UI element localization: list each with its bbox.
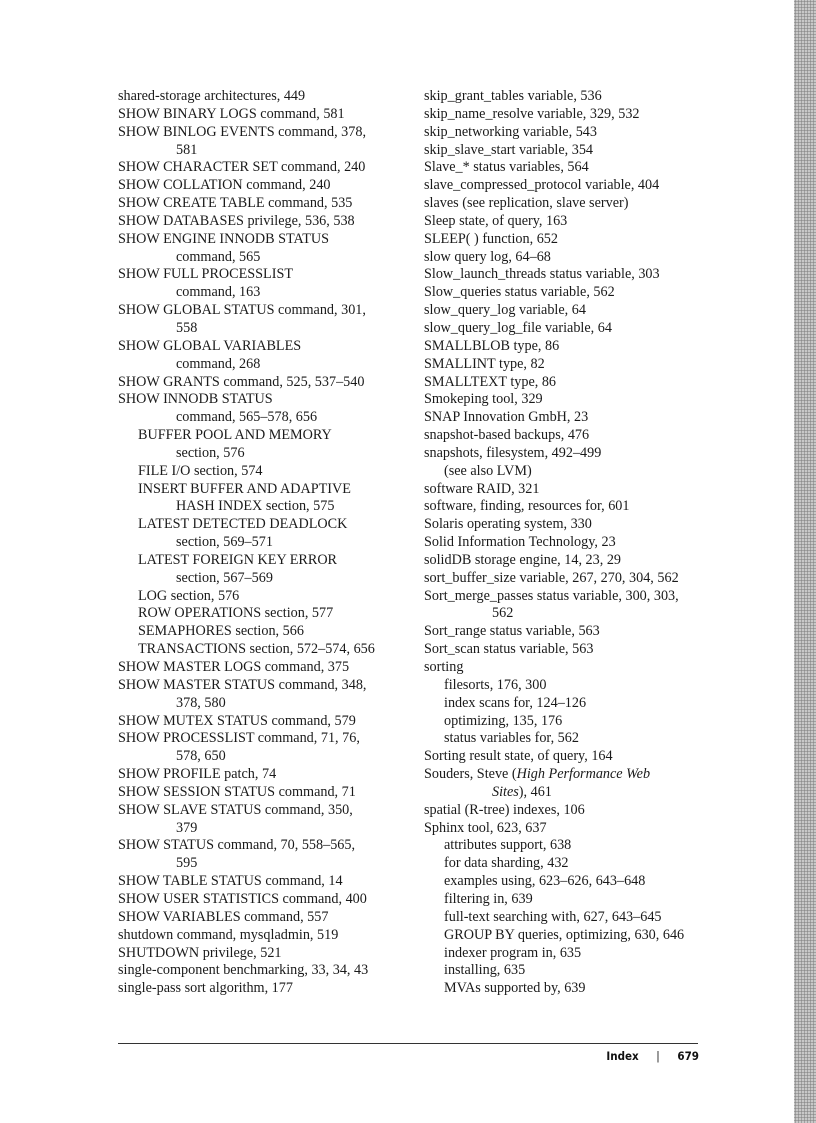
index-subentry: LATEST DETECTED DEADLOCK bbox=[138, 516, 348, 533]
index-entry: SHOW BINARY LOGS command, 581 bbox=[118, 105, 345, 122]
page-edge-texture bbox=[794, 0, 816, 1123]
index-entry: single-component benchmarking, 33, 34, 43 bbox=[118, 962, 369, 979]
index-entry: shutdown command, mysqladmin, 519 bbox=[118, 926, 339, 943]
index-entry-continuation: 581 bbox=[176, 141, 198, 158]
index-entry: SHUTDOWN privilege, 521 bbox=[118, 944, 282, 961]
index-entry: Sort_scan status variable, 563 bbox=[424, 641, 594, 658]
index-entry-continuation: command, 163 bbox=[176, 284, 261, 301]
index-entry: SHOW BINLOG EVENTS command, 378, bbox=[118, 123, 366, 140]
index-entry: single-pass sort algorithm, 177 bbox=[118, 980, 293, 997]
index-subentry: LOG section, 576 bbox=[138, 587, 240, 604]
index-entry: SHOW USER STATISTICS command, 400 bbox=[118, 890, 367, 907]
index-subentry: BUFFER POOL AND MEMORY bbox=[138, 427, 332, 444]
index-entry: solidDB storage engine, 14, 23, 29 bbox=[424, 551, 622, 568]
index-subentry: FILE I/O section, 574 bbox=[138, 462, 263, 479]
index-entry: SMALLTEXT type, 86 bbox=[424, 373, 557, 390]
index-entry: SHOW CREATE TABLE command, 535 bbox=[118, 195, 353, 212]
index-subentry: MVAs supported by, 639 bbox=[444, 980, 586, 997]
index-subentry: filesorts, 176, 300 bbox=[444, 676, 547, 693]
index-entry bbox=[424, 766, 714, 784]
index-entry: skip_grant_tables variable, 536 bbox=[424, 88, 602, 104]
index-entry: Sort_merge_passes status variable, 300, 303, bbox=[424, 587, 679, 604]
index-entry-continuation: command, 268 bbox=[176, 355, 261, 372]
index-entry: slaves (see replication, slave server) bbox=[424, 195, 629, 212]
footer-section-label: Index bbox=[606, 1049, 639, 1063]
page-number: 679 bbox=[677, 1049, 699, 1063]
index-entry: Sleep state, of query, 163 bbox=[424, 212, 568, 229]
index-entry-title-italic: High Performance Web bbox=[516, 766, 651, 783]
index-entry: SHOW INNODB STATUS bbox=[118, 391, 273, 408]
index-entry: Sorting result state, of query, 164 bbox=[424, 748, 613, 765]
index-entry: SHOW CHARACTER SET command, 240 bbox=[118, 159, 366, 176]
index-subentry: filtering in, 639 bbox=[444, 890, 533, 907]
index-entry: SHOW TABLE STATUS command, 14 bbox=[118, 873, 343, 890]
index-entry: SHOW GLOBAL STATUS command, 301, bbox=[118, 302, 366, 319]
index-entry: Sphinx tool, 623, 637 bbox=[424, 819, 547, 836]
index-subentry: TRANSACTIONS section, 572–574, 656 bbox=[138, 641, 375, 658]
index-subentry: LATEST FOREIGN KEY ERROR bbox=[138, 551, 338, 568]
index-entry: Sort_range status variable, 563 bbox=[424, 623, 600, 640]
index-subentry: for data sharding, 432 bbox=[444, 855, 569, 872]
index-entry: slow query log, 64–68 bbox=[424, 248, 551, 265]
index-subentry: GROUP BY queries, optimizing, 630, 646 bbox=[444, 926, 685, 943]
index-entry: SHOW GLOBAL VARIABLES bbox=[118, 337, 302, 354]
index-subentry: status variables for, 562 bbox=[444, 730, 579, 747]
index-subentry: optimizing, 135, 176 bbox=[444, 712, 563, 729]
index-subentry: examples using, 623–626, 643–648 bbox=[444, 873, 646, 890]
index-entry-continuation bbox=[424, 784, 714, 802]
index-entry-continuation: 378, 580 bbox=[176, 694, 226, 711]
index-entry: SHOW PROFILE patch, 74 bbox=[118, 766, 277, 783]
index-entry: SHOW DATABASES privilege, 536, 538 bbox=[118, 212, 355, 229]
index-entry: software RAID, 321 bbox=[424, 480, 540, 497]
index-entry: SHOW ENGINE INNODB STATUS bbox=[118, 230, 330, 247]
index-entry: skip_slave_start variable, 354 bbox=[424, 141, 594, 158]
index-subentry: full-text searching with, 627, 643–645 bbox=[444, 908, 662, 925]
index-entry: snapshots, filesystem, 492–499 bbox=[424, 444, 602, 461]
index-subentry: (see also LVM) bbox=[444, 462, 532, 479]
index-entry: skip_name_resolve variable, 329, 532 bbox=[424, 105, 640, 122]
index-subentry: attributes support, 638 bbox=[444, 837, 572, 854]
index-entry: SHOW SLAVE STATUS command, 350, bbox=[118, 801, 353, 818]
index-subentry: index scans for, 124–126 bbox=[444, 694, 587, 711]
index-entry: sort_buffer_size variable, 267, 270, 304, 562 bbox=[424, 569, 679, 586]
index-entry: SHOW GRANTS command, 525, 537–540 bbox=[118, 373, 365, 390]
index-entry: sorting bbox=[424, 659, 464, 675]
index-subentry: ROW OPERATIONS section, 577 bbox=[138, 605, 334, 622]
index-entry: SHOW MASTER STATUS command, 348, bbox=[118, 676, 367, 693]
index-entry: Slow_queries status variable, 562 bbox=[424, 284, 615, 301]
index-subentry: SEMAPHORES section, 566 bbox=[138, 623, 304, 640]
index-entry: SMALLBLOB type, 86 bbox=[424, 337, 560, 354]
index-entry-text: ), 461 bbox=[518, 783, 552, 800]
index-entry: Solaris operating system, 330 bbox=[424, 516, 592, 533]
index-subentry: INSERT BUFFER AND ADAPTIVE bbox=[138, 480, 351, 497]
index-entry: Slow_launch_threads status variable, 303 bbox=[424, 266, 660, 283]
index-column-left bbox=[118, 88, 398, 998]
index-entry: Slave_* status variables, 564 bbox=[424, 159, 589, 176]
index-entry: software, finding, resources for, 601 bbox=[424, 498, 630, 515]
index-entry: SLEEP( ) function, 652 bbox=[424, 230, 558, 247]
index-entry: SMALLINT type, 82 bbox=[424, 355, 545, 372]
index-entry: Smokeping tool, 329 bbox=[424, 391, 543, 408]
index-entry-continuation: section, 569–571 bbox=[176, 534, 273, 551]
index-entry: slow_query_log_file variable, 64 bbox=[424, 319, 612, 336]
index-entry: SHOW MUTEX STATUS command, 579 bbox=[118, 712, 356, 729]
footer-rule bbox=[118, 1043, 698, 1044]
index-entry-continuation: section, 576 bbox=[176, 444, 245, 461]
index-entry: SHOW VARIABLES command, 557 bbox=[118, 908, 329, 925]
index-entry-continuation: HASH INDEX section, 575 bbox=[176, 498, 335, 515]
index-column-right bbox=[424, 88, 714, 998]
index-entry: snapshot-based backups, 476 bbox=[424, 427, 590, 444]
index-entry: Solid Information Technology, 23 bbox=[424, 534, 616, 551]
footer-separator: | bbox=[656, 1049, 660, 1063]
index-entry: skip_networking variable, 543 bbox=[424, 123, 597, 140]
index-entry-continuation: 379 bbox=[176, 819, 198, 836]
index-entry-continuation: 562 bbox=[492, 605, 514, 622]
page-footer bbox=[606, 1049, 699, 1063]
index-entry: shared-storage architectures, 449 bbox=[118, 88, 306, 104]
index-entry-continuation: command, 565 bbox=[176, 248, 261, 265]
index-entry-continuation: 595 bbox=[176, 855, 198, 872]
index-entry: spatial (R-tree) indexes, 106 bbox=[424, 801, 585, 818]
index-entry: SHOW FULL PROCESSLIST bbox=[118, 266, 294, 283]
index-entry: slave_compressed_protocol variable, 404 bbox=[424, 177, 660, 194]
index-entry: slow_query_log variable, 64 bbox=[424, 302, 586, 319]
index-subentry: installing, 635 bbox=[444, 962, 526, 979]
index-subentry: indexer program in, 635 bbox=[444, 944, 582, 961]
index-entry: SNAP Innovation GmbH, 23 bbox=[424, 409, 589, 426]
index-entry: SHOW MASTER LOGS command, 375 bbox=[118, 659, 350, 675]
index-entry: SHOW STATUS command, 70, 558–565, bbox=[118, 837, 356, 854]
index-entry-continuation: command, 565–578, 656 bbox=[176, 409, 318, 426]
index-entry: SHOW COLLATION command, 240 bbox=[118, 177, 331, 194]
index-entry-continuation: 578, 650 bbox=[176, 748, 226, 765]
index-entry-continuation: 558 bbox=[176, 319, 198, 336]
index-entry: SHOW SESSION STATUS command, 71 bbox=[118, 783, 356, 800]
index-entry-continuation: section, 567–569 bbox=[176, 569, 273, 586]
index-entry-title-italic: Sites bbox=[492, 783, 519, 800]
index-entry: SHOW PROCESSLIST command, 71, 76, bbox=[118, 730, 360, 747]
index-entry-text: Souders, Steve ( bbox=[424, 766, 517, 783]
